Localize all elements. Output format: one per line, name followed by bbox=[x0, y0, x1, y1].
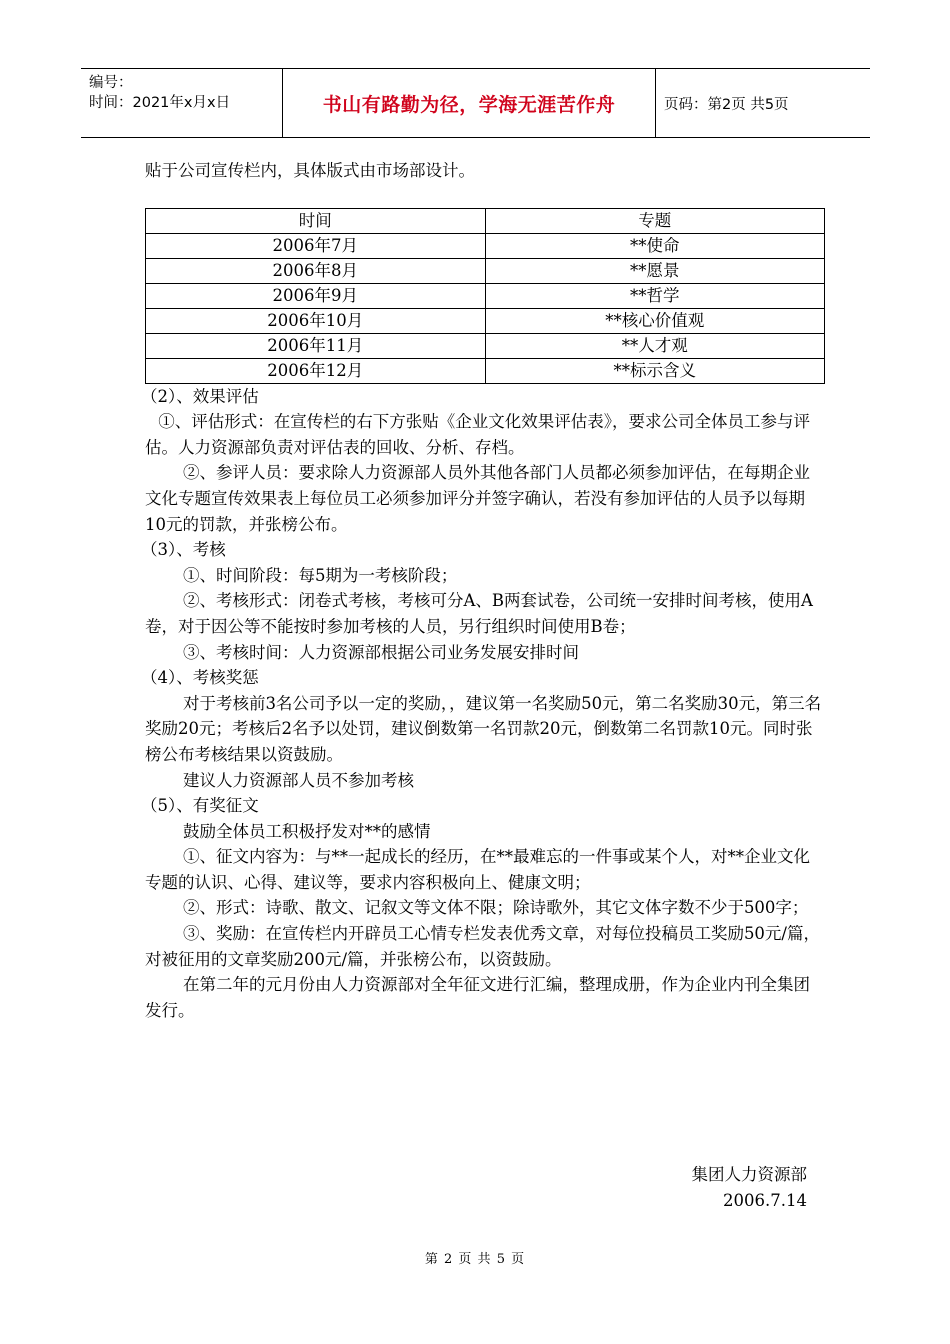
table-row bbox=[146, 358, 825, 383]
section-heading-assessment: （3）、考核 bbox=[141, 540, 226, 560]
paragraph-essay-format: ②、形式：诗歌、散文、记叙文等文体不限；除诗歌外，其它文体字数不少于500字； bbox=[182, 898, 809, 918]
table-cell-time: 2006年9月 bbox=[146, 283, 486, 308]
table-header-topic: 专题 bbox=[485, 208, 825, 233]
paragraph-evaluation-form: ①、评估形式：在宣传栏的右下方张贴《企业文化效果评估表》，要求公司全体员工参与评估。人力资源部负责对评估表的回收、分析、存档。 bbox=[145, 412, 810, 457]
signature-block bbox=[692, 1162, 808, 1213]
page-header bbox=[81, 68, 870, 138]
paragraph-assessment-form: ②、考核形式：闭卷式考核，考核可分A、B两套试卷，公司统一安排时间考核，使用A卷，对于因公等不能按时参加考核的人员，另行组织时间使用B卷； bbox=[145, 591, 813, 636]
table-cell-time: 2006年11月 bbox=[146, 333, 486, 358]
header-divider bbox=[655, 69, 656, 137]
paragraph-rewards: 对于考核前3名公司予以一定的奖励，，建议第一名奖励50元，第二名奖励30元，第三名奖励20元；考核后2名予以处罚，建议倒数第一名罚款20元，倒数第二名罚款10元。同时张榜公布考核结果以资鼓励。 bbox=[145, 693, 822, 764]
table-row bbox=[146, 233, 825, 258]
table-cell-topic: **人才观 bbox=[485, 333, 825, 358]
header-motto: 书山有路勤为径，学海无涯苦作舟 bbox=[322, 93, 616, 116]
table-cell-time: 2006年12月 bbox=[146, 358, 486, 383]
table-header-row bbox=[146, 208, 825, 233]
table-row bbox=[146, 283, 825, 308]
table-row bbox=[146, 258, 825, 283]
paragraph-hr-exempt: 建议人力资源部人员不参加考核 bbox=[182, 770, 414, 790]
table-cell-time: 2006年7月 bbox=[146, 233, 486, 258]
table-cell-topic: **核心价值观 bbox=[485, 308, 825, 333]
header-page-info: 页码：第2页 共5页 bbox=[664, 97, 789, 113]
header-info bbox=[89, 73, 230, 113]
paragraph-assessment-period: ①、时间阶段：每5期为一考核阶段； bbox=[182, 565, 458, 585]
document-time-label: 时间：2021年x月x日 bbox=[89, 95, 231, 111]
section-heading-evaluation: （2）、效果评估 bbox=[141, 386, 259, 406]
table-cell-time: 2006年10月 bbox=[146, 308, 486, 333]
table-cell-topic: **使命 bbox=[485, 233, 825, 258]
section-heading-essay: （5）、有奖征文 bbox=[141, 796, 259, 816]
table-cell-topic: **标示含义 bbox=[485, 358, 825, 383]
paragraph-essay-content: ①、征文内容为：与**一起成长的经历，在**最难忘的一件事或某个人，对**企业文化专题的认识、心得、建议等，要求内容积极向上、健康文明； bbox=[145, 847, 810, 892]
table-cell-time: 2006年8月 bbox=[146, 258, 486, 283]
table-row bbox=[146, 333, 825, 358]
paragraph-essay-reward: ③、奖励：在宣传栏内开辟员工心情专栏发表优秀文章，对每位投稿员工奖励50元/篇，对被征用的文章奖励200元/篇，并张榜公布，以资鼓励。 bbox=[145, 924, 820, 969]
signature-date: 2006.7.14 bbox=[723, 1190, 807, 1210]
intro-paragraph: 贴于公司宣传栏内，具体版式由市场部设计。 bbox=[145, 161, 475, 180]
table-row bbox=[146, 308, 825, 333]
document-body bbox=[141, 158, 825, 1023]
paragraph-evaluation-participants: ②、参评人员：要求除人力资源部人员外其他各部门人员都必须参加评估，在每期企业文化专题宣传效果表上每位员工必须参加评分并签字确认，若没有参加评估的人员予以每期10元的罚款，并张榜公布。 bbox=[145, 463, 810, 534]
table-header-time: 时间 bbox=[146, 208, 486, 233]
table-cell-topic: **哲学 bbox=[485, 283, 825, 308]
signature-department: 集团人力资源部 bbox=[691, 1165, 807, 1184]
topic-schedule-table bbox=[145, 208, 825, 384]
paragraph-assessment-time: ③、考核时间：人力资源部根据公司业务发展安排时间 bbox=[182, 642, 579, 662]
section-heading-rewards: （4）、考核奖惩 bbox=[141, 668, 259, 688]
document-number-label: 编号： bbox=[89, 75, 133, 91]
paragraph-essay-intro: 鼓励全体员工积极抒发对**的感情 bbox=[182, 821, 431, 841]
paragraph-essay-compilation: 在第二年的元月份由人力资源部对全年征文进行汇编，整理成册，作为企业内刊全集团发行。 bbox=[145, 975, 810, 1020]
page-footer: 第 2 页 共 5 页 bbox=[424, 1252, 526, 1267]
table-cell-topic: **愿景 bbox=[485, 258, 825, 283]
